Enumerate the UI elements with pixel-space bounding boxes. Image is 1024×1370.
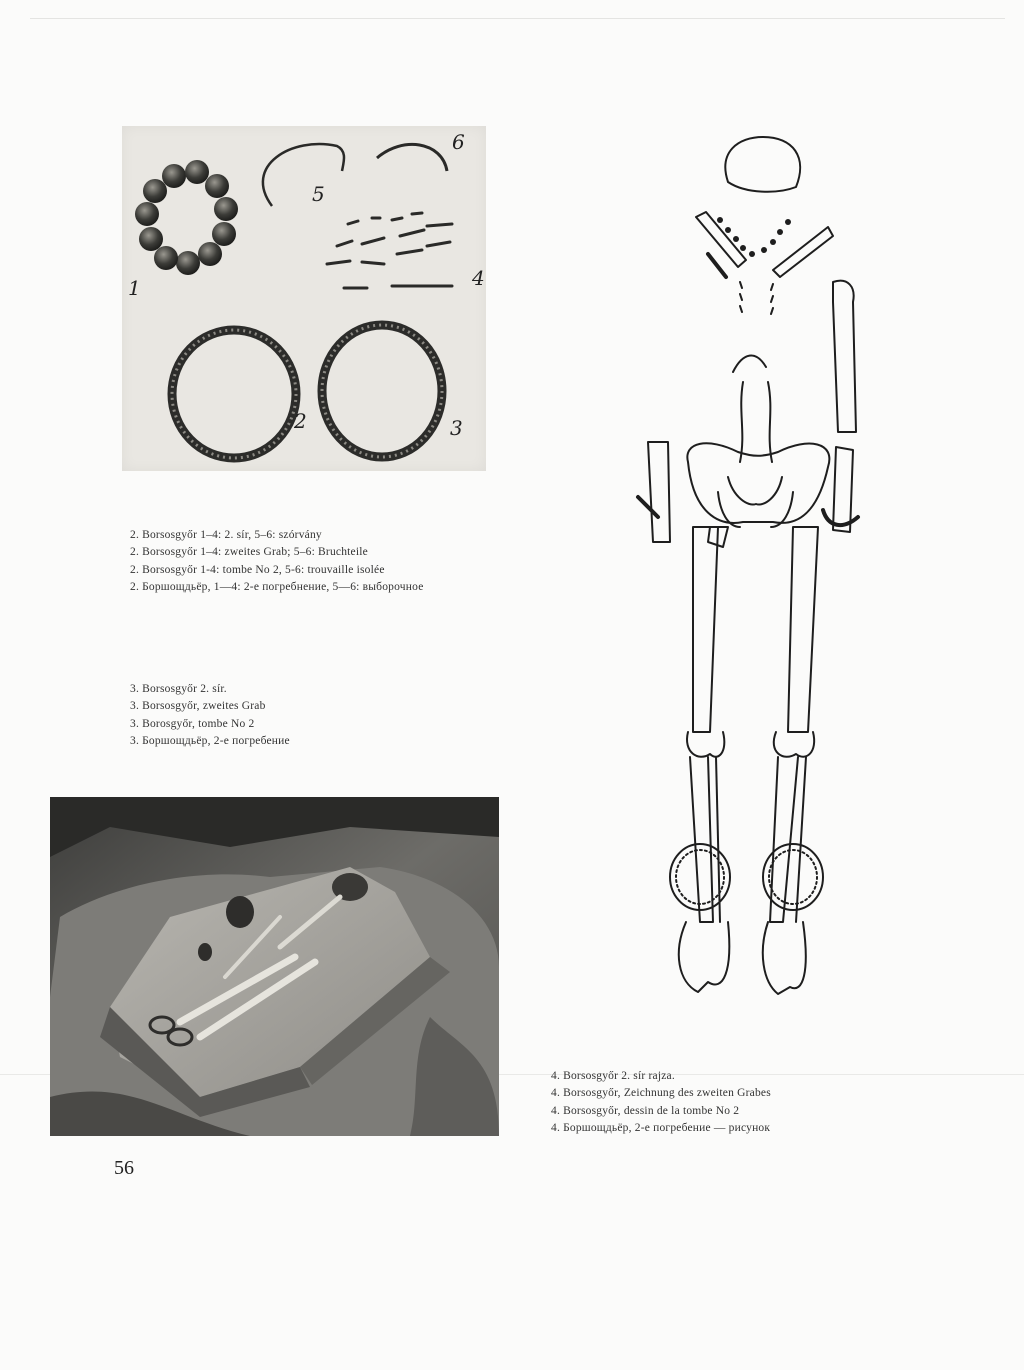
bracelet-3 bbox=[322, 325, 442, 457]
item-label-1: 1 bbox=[128, 276, 141, 300]
caption-figure-3 bbox=[130, 681, 290, 750]
caption-line: 3. Borsosgyőr, zweites Grab bbox=[130, 700, 266, 713]
caption-line: 4. Borsosgyőr, Zeichnung des zweiten Grabes bbox=[551, 1087, 771, 1100]
caption-line: 4. Боршощдьёр, 2-е погребение — рисунок bbox=[551, 1121, 771, 1134]
caption-line: 2. Боршощдьёр, 1—4: 2-е погребнение, 5—6: выборочное bbox=[130, 580, 424, 593]
excavation-photo bbox=[50, 797, 499, 1136]
caption-figure-4 bbox=[551, 1068, 771, 1137]
item-label-3: 3 bbox=[450, 416, 463, 440]
item-label-6: 6 bbox=[452, 130, 465, 154]
wire-arc-5 bbox=[263, 144, 344, 206]
caption-line: 3. Боршощдьёр, 2-е погребение bbox=[130, 734, 290, 747]
wire-arc-6 bbox=[377, 144, 447, 171]
caption-line: 3. Borsosgyőr 2. sír. bbox=[130, 683, 227, 695]
caption-line: 3. Borosgyőr, tombe No 2 bbox=[130, 717, 255, 730]
item-label-4: 4 bbox=[472, 266, 485, 290]
item-label-2: 2 bbox=[294, 409, 307, 433]
caption-figure-2 bbox=[130, 527, 424, 596]
caption-line: 4. Borsosgyőr, dessin de la tombe No 2 bbox=[551, 1104, 740, 1117]
caption-line: 4. Borsosgyőr 2. sír rajza. bbox=[551, 1070, 675, 1082]
fragments-item bbox=[327, 213, 452, 288]
caption-line: 2. Borsosgyőr 1-4: tombe No 2, 5-6: trouvaille isolée bbox=[130, 563, 385, 576]
bracelet-2 bbox=[172, 330, 296, 458]
page-top-rule bbox=[30, 18, 1005, 19]
page-number: 56 bbox=[114, 1157, 134, 1179]
caption-line: 2. Borsosgyőr 1–4: 2. sír, 5–6: szórvány bbox=[130, 529, 322, 541]
caption-line: 2. Borsosgyőr 1–4: zweites Grab; 5–6: Bruchteile bbox=[130, 546, 368, 559]
item-label-5: 5 bbox=[312, 182, 325, 206]
grave-drawing bbox=[628, 132, 878, 1002]
grave-goods-plate bbox=[122, 126, 486, 471]
